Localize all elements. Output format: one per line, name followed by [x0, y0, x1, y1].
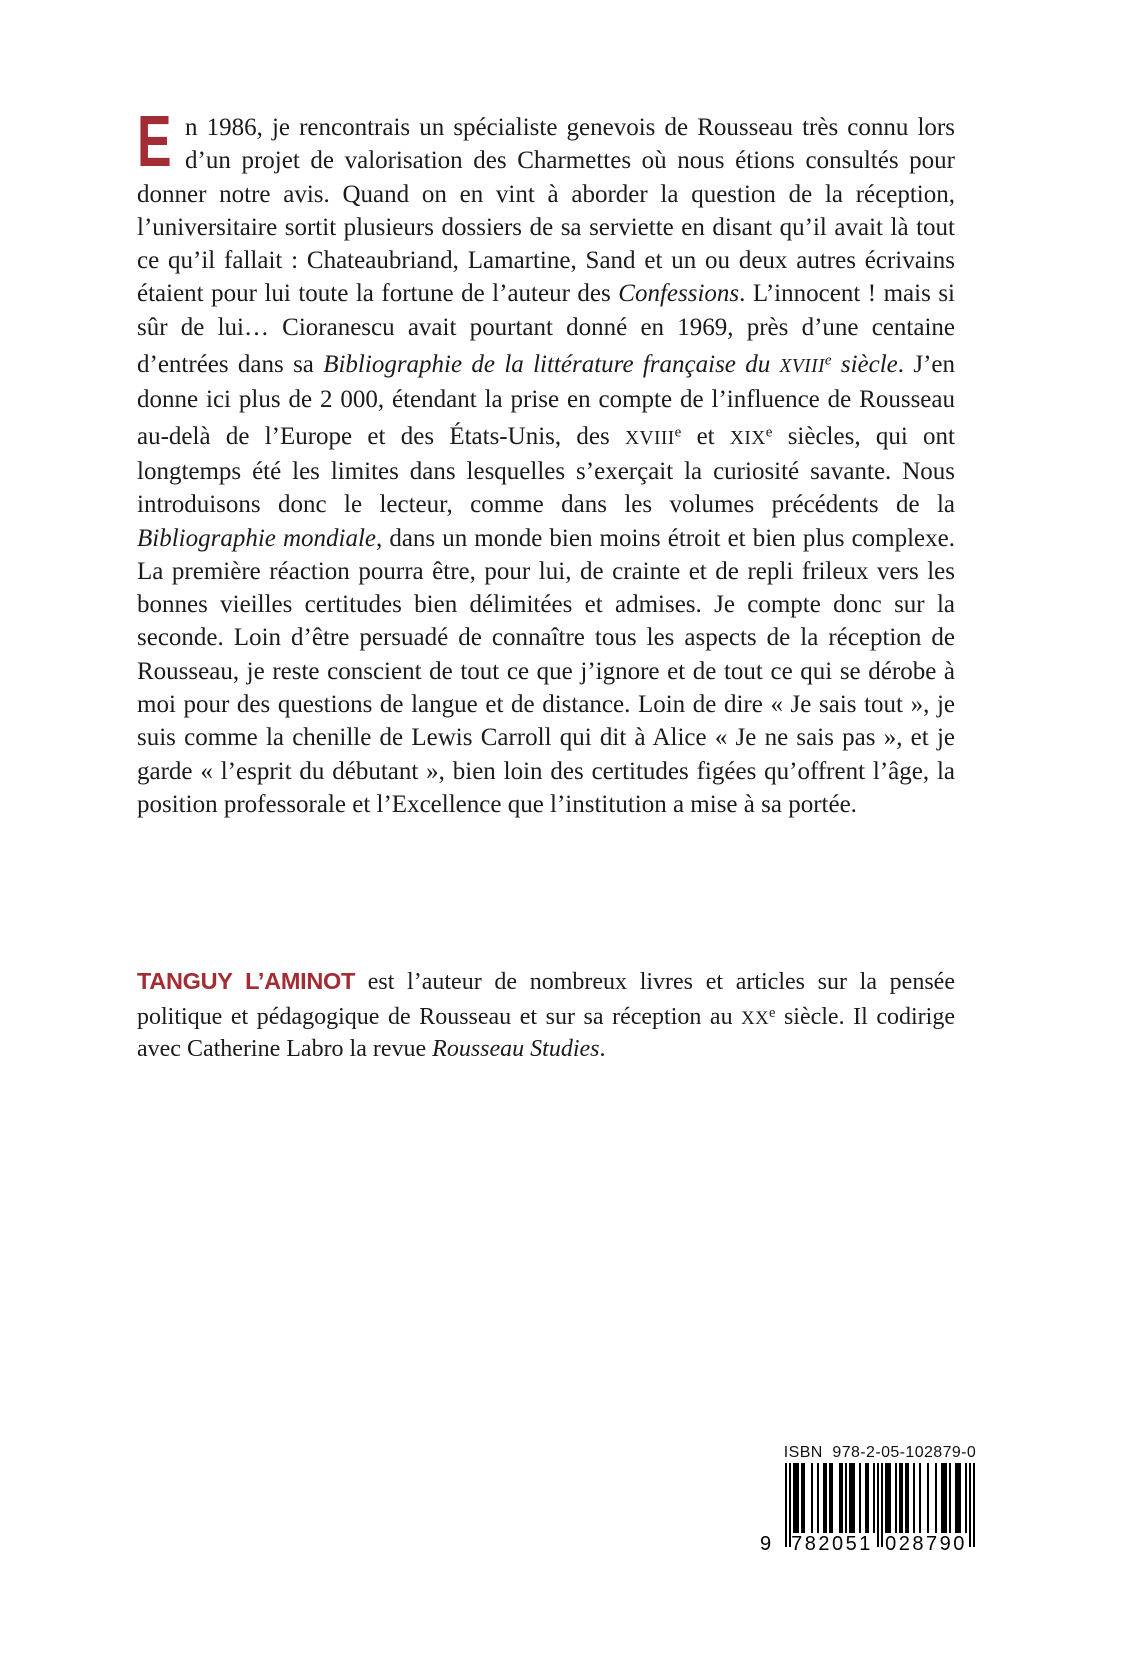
barcode-left-digits: 782051 [791, 1533, 873, 1555]
author-bio: TANGUY L’AMINOT est l’auteur de nombreux livres et articles sur la pensée politique et pédagogique de Rousseau et sur sa réception au XXe siècle. Il codirige avec Catherine Labro la revue Rousseau Studies. [137, 968, 955, 1063]
main-paragraph-text: n 1986, je rencontrais un spécialiste genevois de Rousseau très connu lors d’un projet de valorisation des Charmettes où nous étions consultés pour donner notre avis. Quand on en vint à aborder la question de la réception, l’universitaire sortit plusieurs dossiers de sa serviette en disant qu’il avait là tout ce qu’il fallait : Chateaubriand, Lamartine, Sand et un ou deux autres écrivains étaient pour lui toute la fortune de l’auteur des Confessions. L’innocent ! mais si sûr de lui… Cioranescu avait pourtant donné en 1969, près d’une centaine d’entrées dans sa Bibliographie de la littérature française du XVIIIe siècle. J’en donne ici plus de 2 000, étendant la prise en compte de l’influence de Rousseau au-delà de l’Europe et des États-Unis, des XVIIIe et XIXe siècles, qui ont longtemps été les limites dans lesquelles s’exerçait la curiosité savante. Nous introduisons donc le lecteur, comme dans les volumes précédents de la Bibliographie mondiale, dans un monde bien moins étroit et bien plus complexe. La première réaction pourra être, pour lui, de crainte et de repli frileux vers les bonnes vieilles certitudes bien délimitées et admises. Je compte donc sur la seconde. Loin d’être persuadé de connaître tous les aspects de la réception de Rousseau, je reste conscient de tout ce que j’ignore et de tout ce qui se dérobe à moi pour des questions de langue et de distance. Loin de dire « Je sais tout », je suis comme la chenille de Lewis Carroll qui dit à Alice « Je ne sais pas », et je garde « l’esprit du débutant », bien loin des certitudes figées qu’offrent l’âge, la position professorale et l’Excellence que l’institution a mise à sa portée. [137, 114, 956, 818]
barcode-prefix-digit: 9 [760, 1533, 772, 1555]
drop-cap-letter: E [137, 102, 172, 182]
barcode-right-digits: 028790 [885, 1533, 967, 1555]
isbn-label: ISBN 978-2-05-102879-0 [783, 1444, 977, 1461]
main-paragraph [137, 102, 956, 821]
barcode-block [759, 1444, 977, 1562]
